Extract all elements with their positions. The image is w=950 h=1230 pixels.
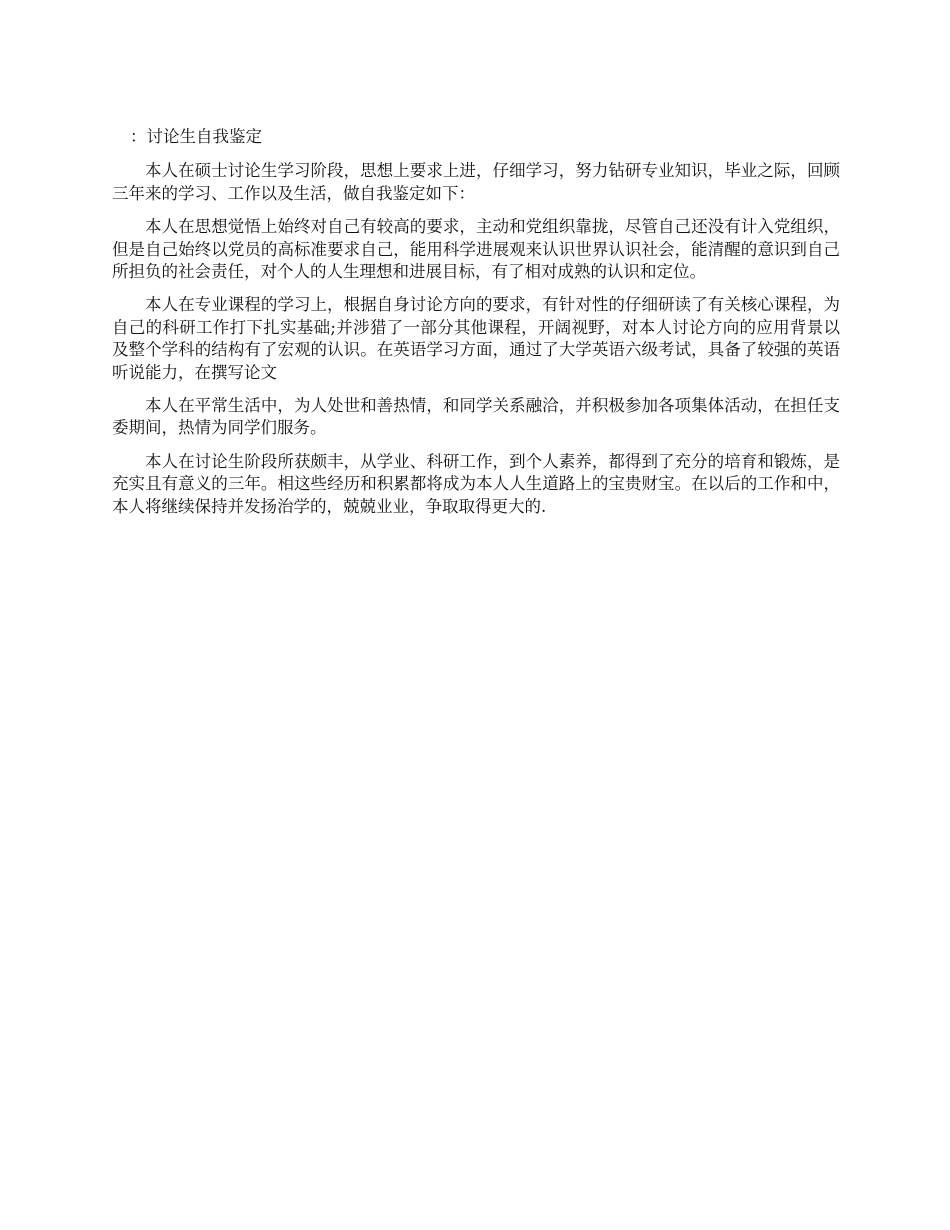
- paragraph-intro: 本人在硕士讨论生学习阶段，思想上要求上进，仔细学习，努力钻研专业知识，毕业之际，回顾三年来的学习、工作以及生活，做自我鉴定如下：: [112, 161, 840, 203]
- paragraph-ideology: 本人在思想觉悟上始终对自己有较高的要求，主动和党组织靠拢，尽管自己还没有计入党组织，但是自己始终以党员的高标准要求自己，能用科学进展观来认识世界认识社会，能清醒的意识到自己所担负的社会责任，对个人的人生理想和进展目标，有了相对成熟的认识和定位。: [112, 217, 840, 282]
- document-body: [112, 126, 840, 529]
- paragraph-summary: 本人在讨论生阶段所获颇丰，从学业、科研工作，到个人素养，都得到了充分的培育和锻炼，是充实且有意义的三年。相这些经历和积累都将成为本人人生道路上的宝贵财宝。在以后的工作和中，本人将继续保持并发扬治学的，兢兢业业，争取取得更大的.: [112, 451, 840, 516]
- paragraph-coursework: 本人在专业课程的学习上，根据自身讨论方向的要求，有针对性的仔细研读了有关核心课程，为自己的科研工作打下扎实基础;并涉猎了一部分其他课程，开阔视野，对本人讨论方向的应用背景以及整个学科的结构有了宏观的认识。在英语学习方面，通过了大学英语六级考试，具备了较强的英语听说能力，在撰写论文: [112, 295, 840, 382]
- document-title: ：讨论生自我鉴定: [130, 127, 262, 146]
- paragraph-daily-life: 本人在平常生活中，为人处世和善热情，和同学关系融洽，并积极参加各项集体活动，在担任支委期间，热情为同学们服务。: [112, 396, 840, 438]
